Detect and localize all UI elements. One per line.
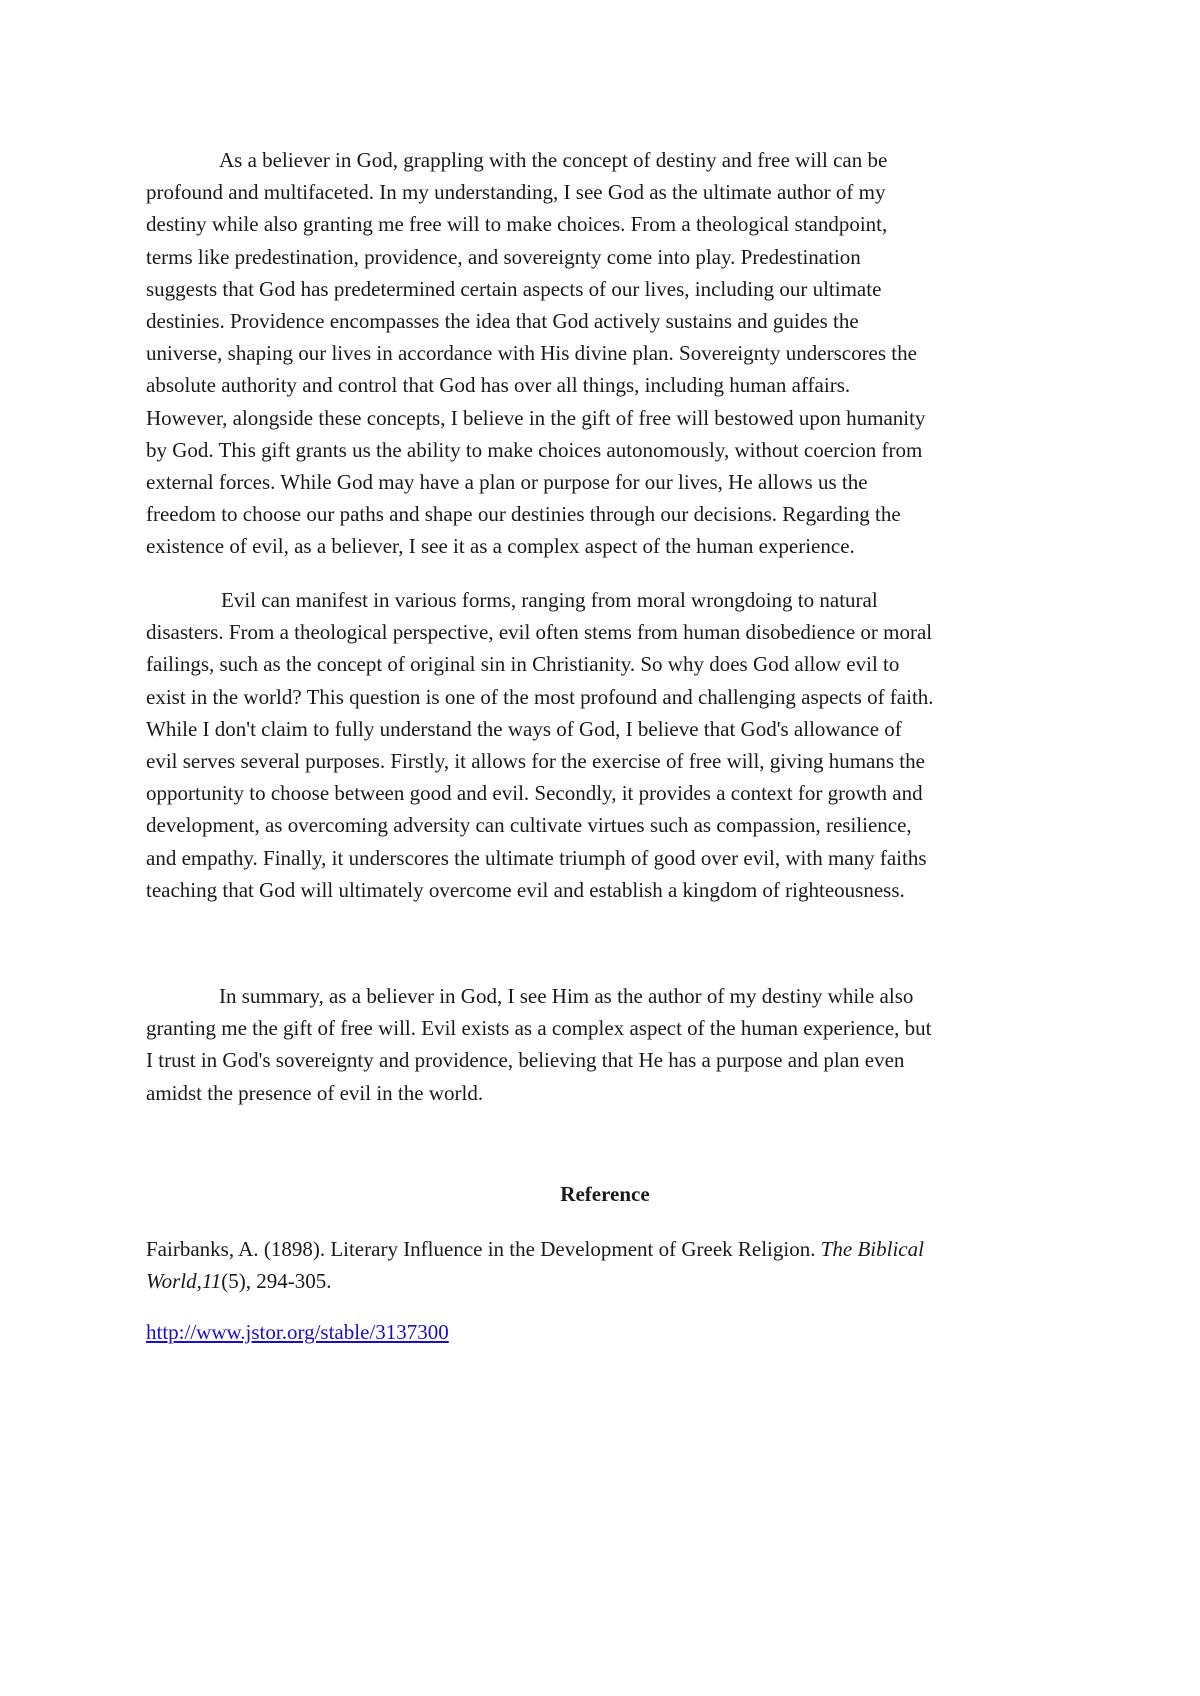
text-line: universe, shaping our lives in accordance with His divine plan. Sovereignty underscores the bbox=[146, 341, 917, 366]
text-line: absolute authority and control that God has over all things, including human affairs. bbox=[146, 373, 851, 398]
text-line: freedom to choose our paths and shape our destinies through our decisions. Regarding the bbox=[146, 502, 901, 527]
text-line: development, as overcoming adversity can cultivate virtues such as compassion, resilience, bbox=[146, 813, 912, 838]
text-line: failings, such as the concept of original sin in Christianity. So why does God allow evil to bbox=[146, 652, 900, 677]
paragraph-evil bbox=[146, 584, 1064, 906]
text-line: existence of evil, as a believer, I see it as a complex aspect of the human experience. bbox=[146, 534, 855, 559]
reference-heading: Reference bbox=[560, 1182, 650, 1206]
text-line: by God. This gift grants us the ability to make choices autonomously, without coercion from bbox=[146, 437, 923, 462]
text-line: disasters. From a theological perspective, evil often stems from human disobedience or moral bbox=[146, 620, 933, 645]
reference-journal-title: The Biblical bbox=[820, 1237, 924, 1261]
reference-line-2 bbox=[146, 1265, 1064, 1297]
reference-url-link[interactable]: http://www.jstor.org/stable/3137300 bbox=[146, 1320, 449, 1344]
text-line: and empathy. Finally, it underscores the ultimate triumph of good over evil, with many faiths bbox=[146, 845, 927, 870]
text-line: profound and multifaceted. In my understanding, I see God as the ultimate author of my bbox=[146, 180, 886, 205]
text-line: terms like predestination, providence, and sovereignty come into play. Predestination bbox=[146, 244, 861, 269]
paragraph-destiny-free-will bbox=[146, 144, 1064, 563]
text-line: external forces. While God may have a plan or purpose for our lives, He allows us the bbox=[146, 470, 868, 495]
text-line: destiny while also granting me free will to make choices. From a theological standpoint, bbox=[146, 212, 888, 237]
reference-journal-volume: World,11 bbox=[146, 1269, 222, 1294]
text-line: While I don't claim to fully understand the ways of God, I believe that God's allowance of bbox=[146, 716, 902, 741]
text-line: exist in the world? This question is one of the most profound and challenging aspects of faith. bbox=[146, 684, 934, 709]
text-line: granting me the gift of free will. Evil exists as a complex aspect of the human experience, but bbox=[146, 1016, 932, 1041]
text-line: I trust in God's sovereignty and providence, believing that He has a purpose and plan even bbox=[146, 1048, 905, 1073]
text-line: destinies. Providence encompasses the idea that God actively sustains and guides the bbox=[146, 309, 859, 334]
text-line: opportunity to choose between good and evil. Secondly, it provides a context for growth and bbox=[146, 781, 923, 806]
reference-line-1 bbox=[146, 1233, 1064, 1265]
text-line: teaching that God will ultimately overcome evil and establish a kingdom of righteousness. bbox=[146, 877, 905, 902]
text-line: However, alongside these concepts, I believe in the gift of free will bestowed upon humanity bbox=[146, 405, 926, 430]
paragraph-summary bbox=[146, 980, 1064, 1109]
text-line: suggests that God has predetermined certain aspects of our lives, including our ultimate bbox=[146, 276, 882, 301]
reference-issue-pages: (5), 294-305. bbox=[221, 1269, 332, 1294]
text-line: As a believer in God, grappling with the concept of destiny and free will can be bbox=[219, 148, 888, 172]
text-line: amidst the presence of evil in the world. bbox=[146, 1080, 484, 1105]
text-line: evil serves several purposes. Firstly, it allows for the exercise of free will, giving humans the bbox=[146, 749, 925, 774]
reference-link-line bbox=[146, 1316, 449, 1348]
reference-citation-text: Fairbanks, A. (1898). Literary Influence in the Development of Greek Religion. bbox=[146, 1237, 821, 1261]
reference-entry bbox=[146, 1233, 1064, 1297]
text-line: Evil can manifest in various forms, ranging from moral wrongdoing to natural bbox=[221, 588, 878, 612]
text-line: In summary, as a believer in God, I see Him as the author of my destiny while also bbox=[219, 984, 914, 1008]
